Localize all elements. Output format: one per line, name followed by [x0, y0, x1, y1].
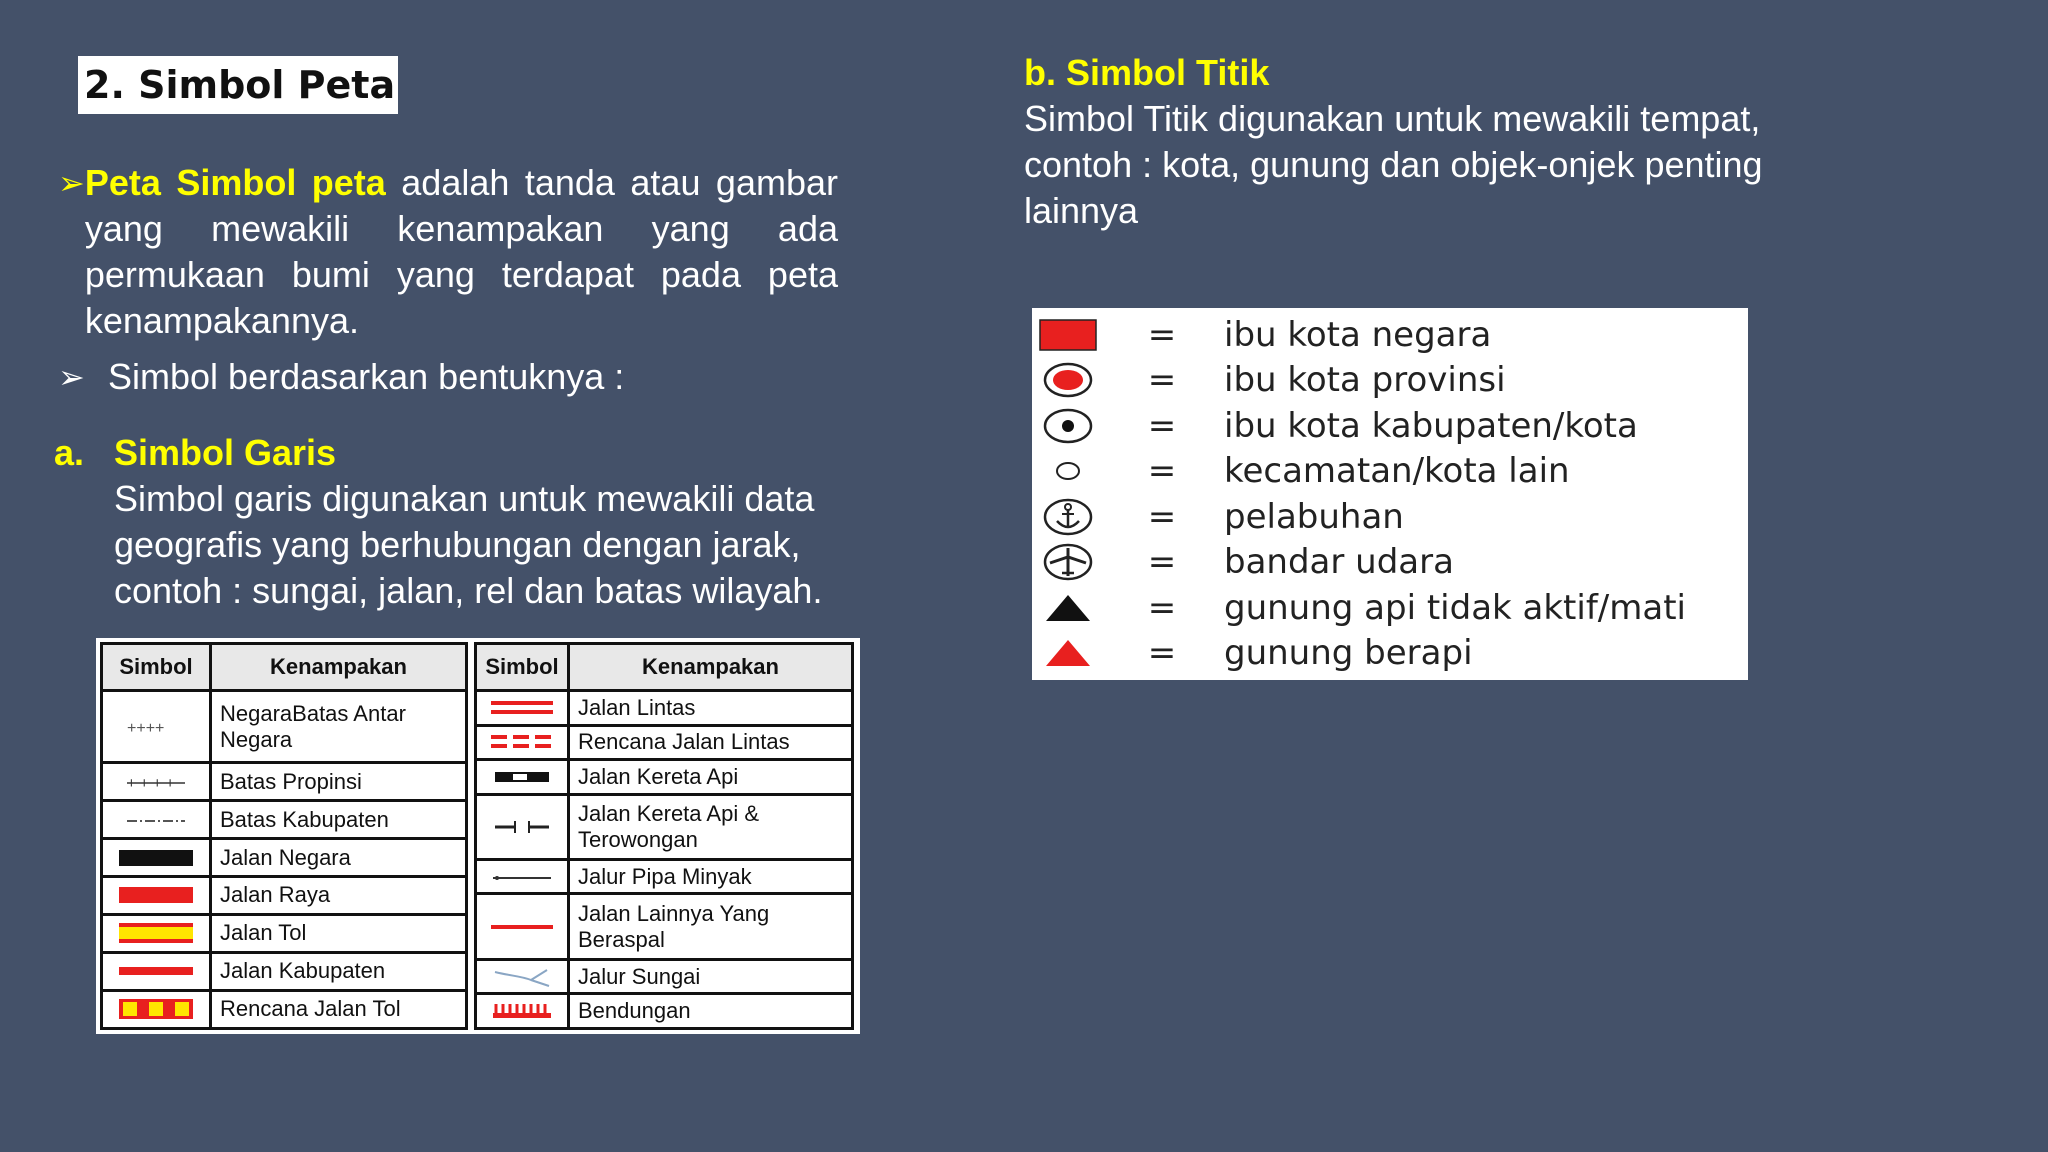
point-symbol-legend — [1032, 308, 1748, 680]
bullet-text — [85, 160, 838, 344]
dam-icon — [491, 1001, 553, 1021]
table-row — [102, 877, 467, 915]
bullet-text: Simbol berdasarkan bentuknya : — [108, 356, 625, 397]
legend-equals: = — [1147, 496, 1177, 537]
section-letter: a. — [54, 432, 85, 473]
railway-tunnel-icon — [491, 819, 553, 835]
table-row — [102, 990, 467, 1028]
legend-label: ibu kota kabupaten/kota — [1224, 405, 1638, 446]
table-row — [102, 691, 467, 763]
legend-row — [1032, 312, 1748, 358]
red-thin-bar-icon — [119, 964, 193, 978]
table-row — [102, 839, 467, 877]
table-row — [476, 859, 853, 894]
svg-text:++++: ++++ — [127, 719, 165, 735]
section-point-symbols — [1024, 50, 1844, 234]
table-header: Kenampakan — [569, 644, 853, 691]
legend-row — [1032, 403, 1748, 449]
black-triangle-icon — [1044, 593, 1092, 623]
table-cell: Jalur Pipa Minyak — [569, 859, 853, 894]
line-table-right — [474, 642, 854, 1030]
table-cell: Jalan Kabupaten — [211, 952, 467, 990]
table-row — [102, 914, 467, 952]
slide-title-box — [78, 56, 398, 114]
red-triangle-icon — [1044, 638, 1092, 668]
legend-row — [1032, 494, 1748, 540]
dashed-double-red-icon — [491, 733, 553, 751]
legend-label: ibu kota provinsi — [1224, 360, 1506, 401]
table-cell: Rencana Jalan Tol — [211, 990, 467, 1028]
slide-title: 2. Simbol Peta — [84, 63, 396, 107]
dot-circle-icon — [1042, 407, 1094, 445]
svg-text:+ + + +: + + + + — [127, 774, 175, 790]
red-line-icon — [491, 921, 553, 933]
table-header: Simbol — [102, 644, 211, 691]
black-bar-icon — [119, 848, 193, 868]
table-header: Simbol — [476, 644, 569, 691]
line-symbol-table — [96, 638, 860, 1034]
legend-label: gunung berapi — [1224, 633, 1473, 674]
table-cell: Jalan Kereta Api — [569, 760, 853, 795]
dotted-cross-line-icon — [125, 719, 187, 735]
small-circle-icon — [1053, 459, 1083, 483]
table-row — [476, 959, 853, 994]
legend-equals: = — [1147, 587, 1177, 628]
dash-dot-line-icon — [125, 812, 187, 828]
pipeline-icon — [491, 869, 553, 885]
table-cell: Batas Propinsi — [211, 763, 467, 801]
bullet-rest: adalah tanda atau gambar yang mewakili kenampakan yang ada permukaan bumi yang terdapat pada peta kenampakannya. — [84, 162, 838, 341]
legend-equals: = — [1147, 451, 1177, 492]
section-description: Simbol garis digunakan untuk mewakili data geografis yang berhubungan dengan jarak, contoh : sungai, jalan, rel dan batas wilayah. — [114, 478, 823, 611]
section-line-symbols — [54, 430, 894, 614]
table-cell: NegaraBatas Antar Negara — [211, 691, 467, 763]
table-row — [102, 801, 467, 839]
airplane-icon — [1042, 542, 1094, 582]
table-cell: Jalan Tol — [211, 914, 467, 952]
legend-equals: = — [1147, 360, 1177, 401]
dashed-yellow-red-icon — [119, 998, 193, 1020]
legend-equals: = — [1147, 314, 1177, 355]
legend-label: pelabuhan — [1224, 496, 1404, 537]
table-row — [476, 725, 853, 760]
line-table-left — [100, 642, 468, 1030]
legend-row — [1032, 631, 1748, 677]
table-cell: Jalan Negara — [211, 839, 467, 877]
section-title: Simbol Garis — [114, 432, 337, 473]
table-cell: Jalur Sungai — [569, 959, 853, 994]
table-cell: Batas Kabupaten — [211, 801, 467, 839]
table-row — [102, 763, 467, 801]
table-cell: Jalan Lintas — [569, 691, 853, 726]
cross-line-icon — [125, 774, 187, 790]
table-cell: Jalan Kereta Api & Terowongan — [569, 794, 853, 859]
legend-row — [1032, 585, 1748, 631]
anchor-icon — [1042, 497, 1094, 537]
table-header: Kenampakan — [211, 644, 467, 691]
legend-label: ibu kota negara — [1224, 314, 1492, 355]
double-red-line-icon — [491, 699, 553, 717]
table-row — [476, 994, 853, 1029]
legend-label: kecamatan/kota lain — [1224, 451, 1570, 492]
table-cell: Jalan Raya — [211, 877, 467, 915]
legend-row — [1032, 540, 1748, 586]
red-square-icon — [1039, 319, 1097, 351]
red-circle-ring-icon — [1042, 361, 1094, 399]
table-row — [476, 894, 853, 959]
table-row — [476, 760, 853, 795]
section-title: b. Simbol Titik — [1024, 52, 1270, 93]
arrow-bullet-icon: ➢ — [58, 359, 85, 395]
section-description: Simbol Titik digunakan untuk mewakili tempat, contoh : kota, gunung dan objek-onjek penting lainnya — [1024, 98, 1763, 231]
table-row — [476, 691, 853, 726]
legend-label: gunung api tidak aktif/mati — [1224, 587, 1686, 628]
bullet-highlight: Peta Simbol peta — [84, 162, 386, 203]
table-row — [476, 794, 853, 859]
table-cell: Rencana Jalan Lintas — [569, 725, 853, 760]
legend-equals: = — [1147, 542, 1177, 583]
railway-icon — [491, 769, 553, 785]
bullet-definition — [58, 160, 838, 344]
legend-label: bandar udara — [1224, 542, 1454, 583]
bullet-shape — [58, 354, 838, 400]
legend-row — [1032, 358, 1748, 404]
river-icon — [491, 966, 553, 988]
legend-equals: = — [1147, 633, 1177, 674]
arrow-bullet-icon: ➢ — [58, 165, 85, 201]
table-row — [102, 952, 467, 990]
legend-row — [1032, 449, 1748, 495]
table-cell: Jalan Lainnya Yang Beraspal — [569, 894, 853, 959]
table-cell: Bendungan — [569, 994, 853, 1029]
yellow-red-bar-icon — [119, 922, 193, 944]
red-bar-icon — [119, 885, 193, 905]
legend-equals: = — [1147, 405, 1177, 446]
